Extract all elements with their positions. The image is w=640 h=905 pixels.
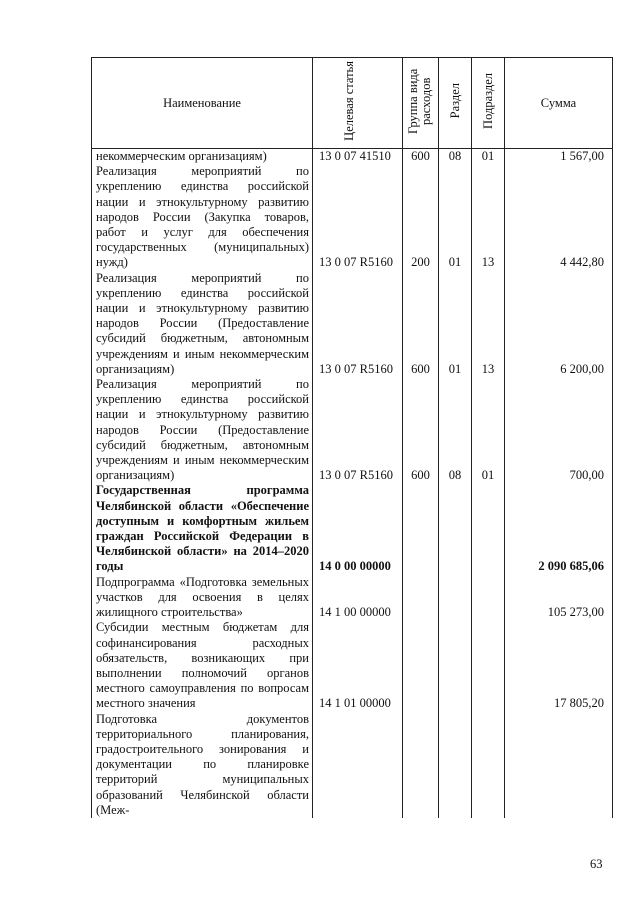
row-sum: 17 805,20 [505,620,613,711]
table-body [92,149,613,818]
table-row [92,712,613,818]
row-expense-group: 200 [403,164,439,270]
header-group [403,58,439,149]
table-row [92,620,613,711]
row-target-code: 14 0 00 00000 [313,483,403,574]
row-target-code: 13 0 07 R5160 [313,271,403,377]
row-name: некоммерческим организациям) [92,149,313,165]
row-sum [505,712,613,818]
row-expense-group [403,620,439,711]
row-target-code: 13 0 07 R5160 [313,164,403,270]
budget-table [91,57,613,818]
row-sum: 1 567,00 [505,149,613,165]
row-sum: 4 442,80 [505,164,613,270]
table-row [92,377,613,483]
header-subsection-label: Подраздел [480,73,495,129]
row-subsection [472,712,505,818]
row-subsection: 13 [472,164,505,270]
row-name: Субсидии местным бюджетам для софинансирования расходных обязательств, возникающих при выполнении полномочий органов местного самоуправления по вопросам местного значения [92,620,313,711]
header-subsection [472,58,505,149]
row-subsection: 01 [472,377,505,483]
table-row [92,483,613,574]
row-target-code: 13 0 07 R5160 [313,377,403,483]
header-section [439,58,472,149]
row-name: Подготовка документов территориального планирования, градостроительного зонирования и документации по планировке территорий муниципальных образований Челябинской области (Меж- [92,712,313,818]
header-group-label: Группа вида расходов [405,68,433,134]
table-row [92,575,613,621]
row-subsection: 01 [472,149,505,165]
page-number: 63 [590,857,603,871]
row-expense-group: 600 [403,271,439,377]
table-row [92,164,613,270]
row-section: 01 [439,164,472,270]
table-row [92,149,613,165]
row-name: Подпрограмма «Подготовка земельных участков для освоения в целях жилищного строительства» [92,575,313,621]
row-target-code: 13 0 07 41510 [313,149,403,165]
table-row [92,271,613,377]
header-sum: Сумма [505,58,613,149]
row-target-code: 14 1 01 00000 [313,620,403,711]
row-section: 01 [439,271,472,377]
row-target-code: 14 1 00 00000 [313,575,403,621]
row-name: Реализация мероприятий по укреплению единства российской нации и этнокультурному развитию народов России (Предоставление субсидий бюджетным, автономным учреждениям и иным некоммерческим организациям) [92,271,313,377]
table-header [92,58,613,149]
row-target-code [313,712,403,818]
row-expense-group: 600 [403,377,439,483]
row-subsection [472,620,505,711]
row-expense-group [403,483,439,574]
row-expense-group [403,575,439,621]
row-section [439,483,472,574]
row-subsection [472,483,505,574]
header-section-label: Раздел [447,83,462,119]
row-name: Реализация мероприятий по укреплению единства российской нации и этнокультурному развитию народов России (Закупка товаров, работ и услуг для обеспечения государственных (муниципальных) нужд) [92,164,313,270]
row-subsection: 13 [472,271,505,377]
row-expense-group [403,712,439,818]
row-subsection [472,575,505,621]
row-section [439,575,472,621]
header-target [313,58,403,149]
row-sum: 2 090 685,06 [505,483,613,574]
row-sum: 6 200,00 [505,271,613,377]
row-expense-group: 600 [403,149,439,165]
row-section: 08 [439,149,472,165]
row-section [439,712,472,818]
row-sum: 105 273,00 [505,575,613,621]
row-name: Государственная программа Челябинской области «Обеспечение доступным и комфортным жильем граждан Российской Федерации в Челябинской области» на 2014–2020 годы [92,483,313,574]
row-name: Реализация мероприятий по укреплению единства российской нации и этнокультурному развитию народов России (Предоставление субсидий бюджетным, автономным учреждениям и иным некоммерческим организациям) [92,377,313,483]
header-name: Наименование [92,58,313,149]
row-section: 08 [439,377,472,483]
row-sum: 700,00 [505,377,613,483]
header-target-label: Целевая статья [341,61,356,141]
row-section [439,620,472,711]
